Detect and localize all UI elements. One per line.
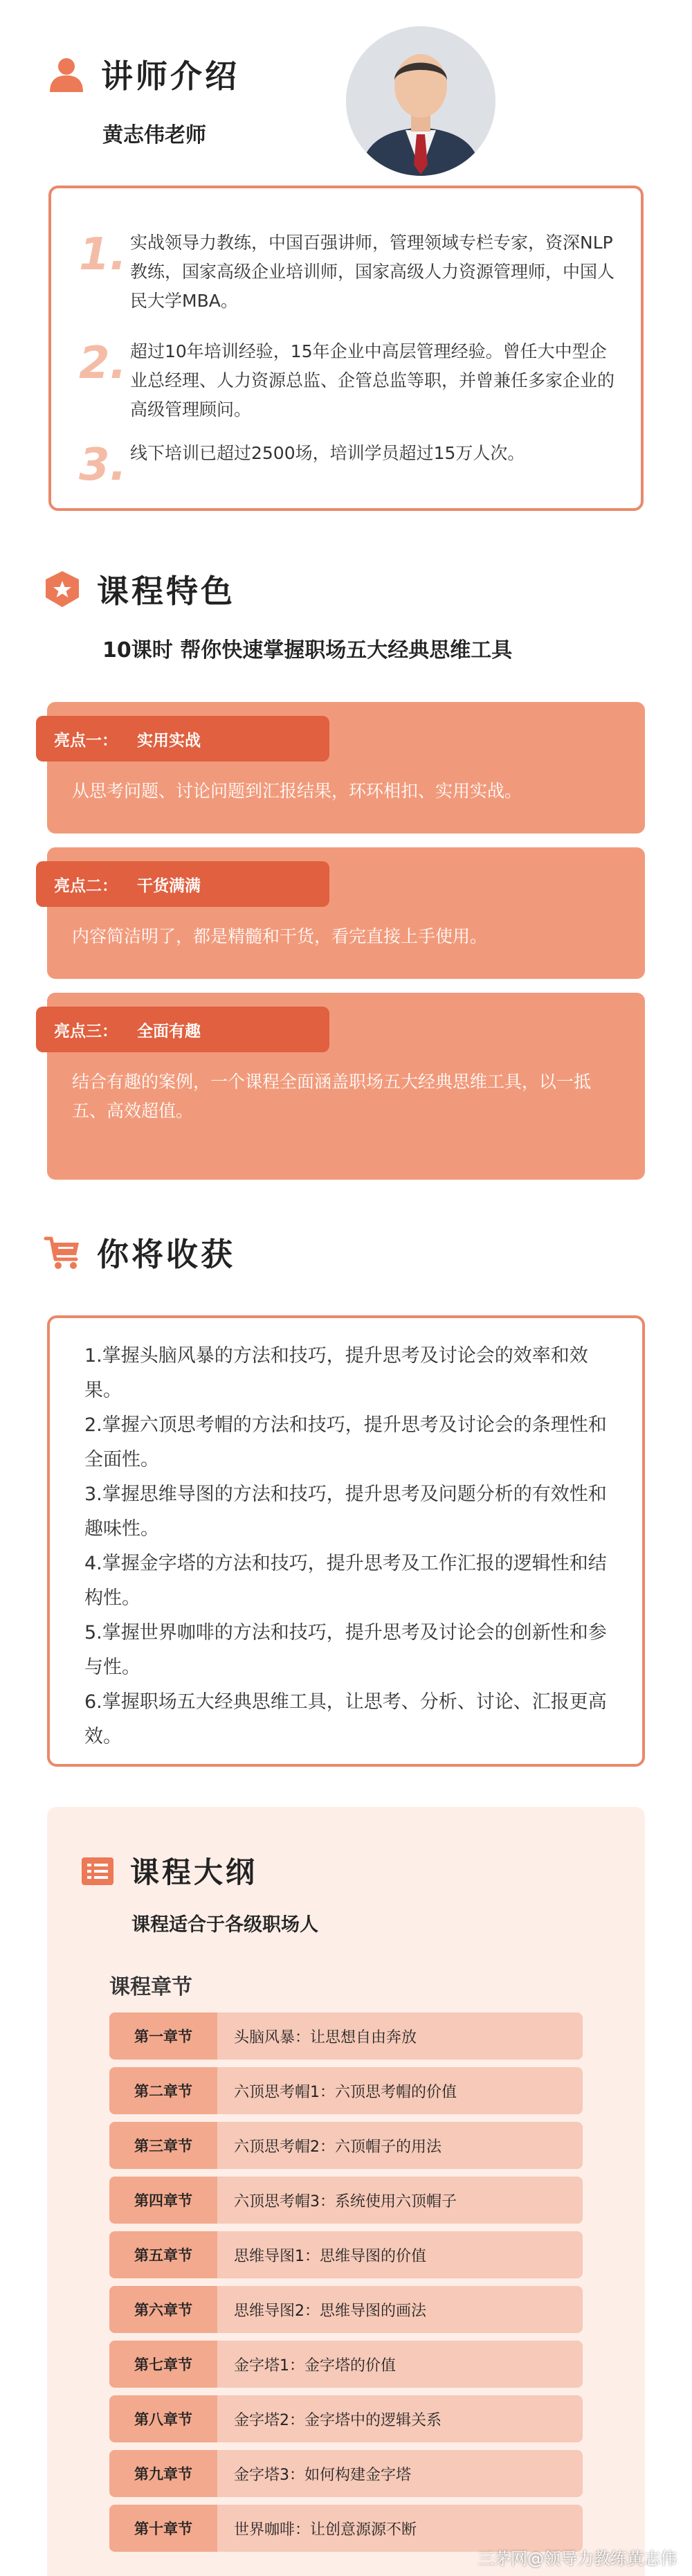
intro-number: 1. bbox=[79, 229, 127, 280]
intro-text: 实战领导力教练，中国百强讲师，管理领域专栏专家，资深NLP教练，国家高级企业培训师，国家高级人力资源管理师，中国人民大学MBA。 bbox=[130, 233, 615, 311]
chapter-title: 金字塔1：金字塔的价值 bbox=[234, 2357, 396, 2375]
intro-text: 线下培训已超过2500场，培训学员超过15万人次。 bbox=[130, 443, 525, 463]
teacher-name: 黄志伟老师 bbox=[102, 123, 206, 147]
feature-card bbox=[47, 993, 645, 1180]
chapter-number: 第二章节 bbox=[109, 2067, 217, 2114]
chapter-row bbox=[109, 2395, 583, 2442]
teacher-section-title: 讲师介绍 bbox=[101, 57, 239, 95]
chapter-row bbox=[109, 2450, 583, 2497]
teacher-avatar bbox=[346, 26, 495, 176]
features-section-header bbox=[43, 566, 235, 612]
chapter-row bbox=[109, 2341, 583, 2388]
feature-tag-name: 全面有趣 bbox=[137, 1022, 201, 1041]
gains-section-title: 你将收获 bbox=[97, 1236, 235, 1273]
gain-item: 5.掌握世界咖啡的方法和技巧，提升思考及讨论会的创新性和参与性。 bbox=[84, 1622, 607, 1678]
intro-item bbox=[79, 228, 614, 316]
feature-desc: 从思考问题、讨论问题到汇报结果，环环相扣、实用实战。 bbox=[72, 781, 522, 801]
feature-tag-name: 实用实战 bbox=[137, 731, 201, 750]
chapter-number: 第四章节 bbox=[109, 2177, 217, 2224]
intro-item bbox=[79, 439, 614, 491]
chapter-number: 第三章节 bbox=[109, 2122, 217, 2169]
chapter-title: 思维导图2：思维导图的画法 bbox=[234, 2302, 426, 2320]
chapter-row bbox=[109, 2012, 583, 2060]
shopping-cart-icon bbox=[43, 1233, 82, 1272]
chapter-row bbox=[109, 2122, 583, 2169]
feature-tag bbox=[36, 1007, 329, 1052]
chapter-number: 第七章节 bbox=[109, 2341, 217, 2388]
chapter-number: 第五章节 bbox=[109, 2231, 217, 2278]
chapter-title: 思维导图1：思维导图的价值 bbox=[234, 2247, 426, 2265]
list-icon bbox=[80, 1853, 115, 1888]
chapter-title: 六顶思考帽2：六顶帽子的用法 bbox=[234, 2138, 441, 2156]
feature-tag-label: 亮点二： bbox=[54, 876, 118, 895]
feature-tag-label: 亮点一： bbox=[54, 731, 118, 750]
feature-tag-label: 亮点三： bbox=[54, 1022, 118, 1041]
teacher-intro-box bbox=[48, 186, 644, 511]
chapter-number: 第一章节 bbox=[109, 2012, 217, 2060]
chapter-number: 第八章节 bbox=[109, 2395, 217, 2442]
chapter-title: 头脑风暴：让思想自由奔放 bbox=[234, 2028, 417, 2046]
chapter-number: 第九章节 bbox=[109, 2450, 217, 2497]
feature-desc: 结合有趣的案例，一个课程全面涵盖职场五大经典思维工具，以一抵五、高效超值。 bbox=[72, 1072, 592, 1121]
chapter-title: 金字塔2：金字塔中的逻辑关系 bbox=[234, 2411, 441, 2429]
features-subtitle: 10课时 帮你快速掌握职场五大经典思维工具 bbox=[102, 638, 513, 663]
features-section-title: 课程特色 bbox=[97, 573, 235, 610]
chapter-row bbox=[109, 2231, 583, 2278]
watermark: 三茅网@领导力教练黄志伟 bbox=[477, 2549, 677, 2568]
outline-section-title: 课程大纲 bbox=[130, 1855, 258, 1889]
gain-item: 3.掌握思维导图的方法和技巧，提升思考及问题分析的有效性和趣味性。 bbox=[84, 1484, 607, 1540]
gain-item: 1.掌握头脑风暴的方法和技巧，提升思考及讨论会的效率和效果。 bbox=[84, 1345, 588, 1401]
chapter-row bbox=[109, 2067, 583, 2114]
badge-star-icon bbox=[43, 570, 82, 609]
chapter-title: 金字塔3：如何构建金字塔 bbox=[234, 2466, 411, 2484]
teacher-section-header bbox=[47, 51, 239, 97]
feature-tag bbox=[36, 716, 329, 762]
intro-number: 3. bbox=[79, 440, 127, 491]
feature-tag bbox=[36, 861, 329, 907]
intro-item bbox=[79, 337, 614, 424]
feature-card bbox=[47, 702, 645, 834]
intro-number: 2. bbox=[79, 338, 127, 389]
gain-item: 4.掌握金字塔的方法和技巧，提升思考及工作汇报的逻辑性和结构性。 bbox=[84, 1553, 607, 1609]
chapter-number: 第六章节 bbox=[109, 2286, 217, 2333]
feature-card bbox=[47, 847, 645, 979]
person-icon bbox=[47, 55, 86, 93]
feature-desc: 内容简洁明了，都是精髓和干货，看完直接上手使用。 bbox=[72, 926, 488, 946]
chapter-number: 第十章节 bbox=[109, 2505, 217, 2552]
outline-subtitle: 课程适合于各级职场人 bbox=[131, 1914, 318, 1936]
chapter-title: 六顶思考帽3：系统使用六顶帽子 bbox=[234, 2192, 457, 2210]
teacher-portrait bbox=[346, 26, 495, 176]
chapters-header: 课程章节 bbox=[109, 1975, 192, 1999]
gains-box bbox=[47, 1315, 645, 1767]
gain-item: 2.掌握六顶思考帽的方法和技巧，提升思考及讨论会的条理性和全面性。 bbox=[84, 1414, 607, 1470]
feature-tag-name: 干货满满 bbox=[137, 876, 201, 895]
gains-section-header bbox=[43, 1230, 235, 1275]
chapter-row bbox=[109, 2177, 583, 2224]
chapter-title: 世界咖啡：让创意源源不断 bbox=[234, 2521, 417, 2539]
chapter-row bbox=[109, 2286, 583, 2333]
gain-item: 6.掌握职场五大经典思维工具，让思考、分析、讨论、汇报更高效。 bbox=[84, 1691, 607, 1747]
outline-section-header bbox=[80, 1850, 257, 1891]
chapter-title: 六顶思考帽1：六顶思考帽的价值 bbox=[234, 2083, 457, 2101]
intro-text: 超过10年培训经验，15年企业中高层管理经验。曾任大中型企业总经理、人力资源总监、企管总监等职，并曾兼任多家企业的高级管理顾问。 bbox=[130, 341, 615, 420]
